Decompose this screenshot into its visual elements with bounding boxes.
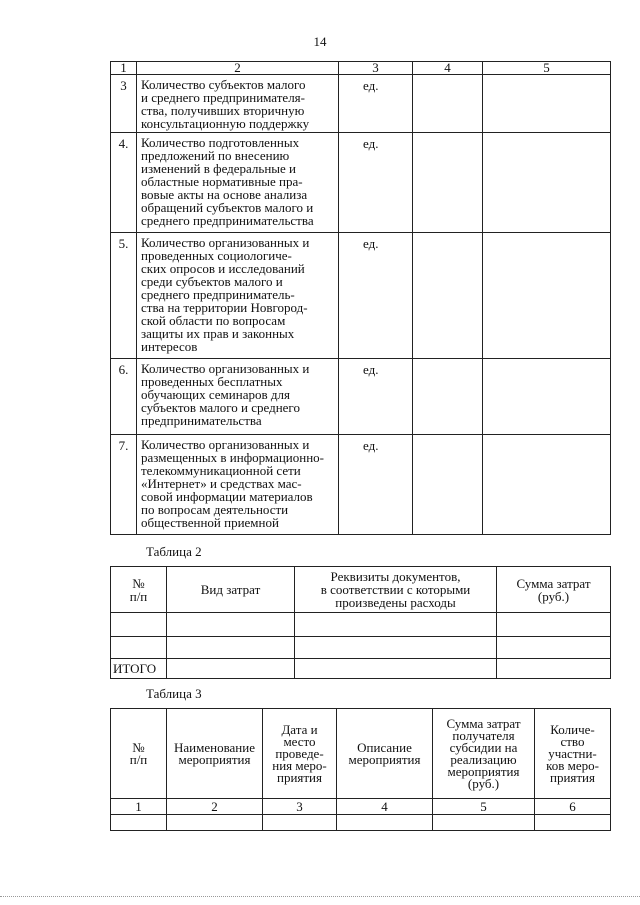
cell-line: обращений субъектов малого и xyxy=(141,200,314,215)
cell-line: и среднего предпринимателя- xyxy=(141,90,305,105)
cell-line: обучающих семинаров для xyxy=(141,387,290,402)
column-number: 2 xyxy=(167,799,263,815)
header-cell xyxy=(295,567,497,613)
cell-line: по вопросам деятельности xyxy=(141,502,289,517)
column-number: 5 xyxy=(433,799,535,815)
table-row xyxy=(111,75,611,133)
empty-cell xyxy=(111,613,167,637)
table-row xyxy=(111,435,611,535)
column-number: 4 xyxy=(337,799,433,815)
table-row xyxy=(111,359,611,435)
cell-line: предложений по внесению xyxy=(141,148,290,163)
cell-line: субсидии на xyxy=(449,739,518,755)
value-cell-5 xyxy=(483,359,611,435)
cell-line: мероприятия xyxy=(178,751,251,767)
indicator-name xyxy=(137,359,339,435)
cell-line: участни- xyxy=(548,745,597,761)
page-bottom-rule xyxy=(0,896,640,897)
indicator-name xyxy=(137,75,339,133)
cell-line: Реквизиты документов, xyxy=(330,569,461,584)
cell-line: ство xyxy=(560,733,585,749)
empty-cell xyxy=(167,637,295,659)
empty-cell xyxy=(295,637,497,659)
row-number: 5. xyxy=(111,233,137,359)
cell-line: среди субъектов малого и xyxy=(141,274,283,289)
cell-line: получателя xyxy=(452,727,515,743)
indicator-name xyxy=(137,435,339,535)
value-cell-5 xyxy=(483,435,611,535)
empty-cell xyxy=(167,815,263,831)
cell-line: проведе- xyxy=(275,745,324,761)
cell-line: Количество субъектов малого xyxy=(141,77,306,92)
page-number: 14 xyxy=(313,34,327,49)
cell-line: областные нормативные пра- xyxy=(141,174,303,189)
empty-cell xyxy=(535,815,611,831)
cell-line: Дата и xyxy=(281,721,318,737)
cell-line: реализацию xyxy=(450,751,517,767)
total-label: ИТОГО xyxy=(111,659,167,679)
cell-line: субъектов малого и среднего xyxy=(141,400,300,415)
table-row xyxy=(111,133,611,233)
value-cell-5 xyxy=(483,75,611,133)
cell-line: п/п xyxy=(129,588,148,604)
column-number: 1 xyxy=(111,62,137,75)
empty-cell xyxy=(295,659,497,679)
empty-cell xyxy=(497,613,611,637)
value-cell-5 xyxy=(483,133,611,233)
cell-line: п/п xyxy=(129,751,148,767)
cell-line: мероприятия xyxy=(348,751,421,767)
header-cell xyxy=(263,709,337,799)
table-row xyxy=(111,233,611,359)
cell-line: Сумма затрат xyxy=(446,715,521,731)
empty-cell xyxy=(167,659,295,679)
cell-line: (руб.) xyxy=(537,588,570,604)
table3-header-row xyxy=(111,709,611,799)
indicators-table xyxy=(110,61,611,535)
column-number-row xyxy=(111,799,611,815)
table1-header-row xyxy=(111,62,611,75)
expenses-table xyxy=(110,566,611,679)
cell-line: ков меро- xyxy=(546,757,599,773)
cell-line: интересов xyxy=(141,339,198,354)
cell-line: предпринимательства xyxy=(141,413,262,428)
column-number: 4 xyxy=(413,62,483,75)
cell-line: в соответствии с которыми xyxy=(320,582,471,597)
cell-line: ских опросов и исследований xyxy=(141,261,305,276)
column-number: 3 xyxy=(339,62,413,75)
column-number: 3 xyxy=(263,799,337,815)
cell-line: (руб.) xyxy=(467,775,500,791)
cell-line: совой информации материалов xyxy=(141,489,313,504)
cell-line: Количество организованных и xyxy=(141,437,310,452)
cell-line: телекоммуникационной сети xyxy=(141,463,301,478)
empty-cell xyxy=(167,613,295,637)
header-cell xyxy=(433,709,535,799)
cell-line: приятия xyxy=(549,769,595,785)
cell-line: мероприятия xyxy=(447,763,520,779)
cell-line: ства, получивших вторичную xyxy=(141,103,305,118)
header-cell xyxy=(497,567,611,613)
cell-line: Сумма затрат xyxy=(516,575,591,591)
cell-line: ния меро- xyxy=(272,757,327,773)
empty-cell xyxy=(111,637,167,659)
cell-line: ства на территории Новгород- xyxy=(141,300,308,315)
indicator-name xyxy=(137,133,339,233)
row-number: 6. xyxy=(111,359,137,435)
empty-cell xyxy=(337,815,433,831)
unit-cell: ед. xyxy=(339,435,413,535)
unit-cell: ед. xyxy=(339,359,413,435)
cell-line: № xyxy=(132,575,145,591)
cell-line: размещенных в информационно- xyxy=(141,450,324,465)
cell-line: проведенных социологиче- xyxy=(141,248,292,263)
cell-line: Наименование xyxy=(174,739,255,755)
cell-line: среднего предпринимательства xyxy=(141,213,314,228)
value-cell-4 xyxy=(413,75,483,133)
cell-line: проведенных бесплатных xyxy=(141,374,283,389)
value-cell-4 xyxy=(413,233,483,359)
table-row xyxy=(111,613,611,637)
row-number: 7. xyxy=(111,435,137,535)
row-number: 4. xyxy=(111,133,137,233)
cell-line: произведены расходы xyxy=(335,595,456,610)
cell-line: вовые акты на основе анализа xyxy=(141,187,308,202)
unit-cell: ед. xyxy=(339,233,413,359)
header-cell xyxy=(167,709,263,799)
cell-line: приятия xyxy=(276,769,322,785)
cell-line: «Интернет» и средствах мас- xyxy=(141,476,302,491)
cell-line: среднего предприниматель- xyxy=(141,287,295,302)
cell-line: Количество подготовленных xyxy=(141,135,300,150)
header-cell xyxy=(535,709,611,799)
unit-cell: ед. xyxy=(339,75,413,133)
empty-cell xyxy=(497,637,611,659)
empty-cell xyxy=(497,659,611,679)
empty-cell xyxy=(295,613,497,637)
cell-line: общественной приемной xyxy=(141,515,279,530)
header-cell xyxy=(337,709,433,799)
cell-line: ской области по вопросам xyxy=(141,313,286,328)
header-cell xyxy=(111,567,167,613)
cell-line: Количество организованных и xyxy=(141,361,310,376)
value-cell-5 xyxy=(483,233,611,359)
total-row xyxy=(111,659,611,679)
value-cell-4 xyxy=(413,359,483,435)
header-cell xyxy=(111,709,167,799)
column-number: 5 xyxy=(483,62,611,75)
value-cell-4 xyxy=(413,133,483,233)
cell-line: изменений в федеральные и xyxy=(141,161,297,176)
empty-cell xyxy=(433,815,535,831)
column-number: 6 xyxy=(535,799,611,815)
events-table xyxy=(110,708,611,831)
unit-cell: ед. xyxy=(339,133,413,233)
cell-line: Вид затрат xyxy=(200,582,261,597)
cell-line: место xyxy=(283,733,316,749)
indicator-name xyxy=(137,233,339,359)
empty-cell xyxy=(111,815,167,831)
table3-caption: Таблица 3 xyxy=(146,686,202,701)
header-cell xyxy=(167,567,295,613)
cell-line: Количество организованных и xyxy=(141,235,310,250)
cell-line: № xyxy=(132,739,145,755)
value-cell-4 xyxy=(413,435,483,535)
column-number: 1 xyxy=(111,799,167,815)
table2-caption: Таблица 2 xyxy=(146,544,202,559)
cell-line: защиты их прав и законных xyxy=(141,326,295,341)
cell-line: консультационную поддержку xyxy=(141,116,310,131)
table2-header-row xyxy=(111,567,611,613)
column-number: 2 xyxy=(137,62,339,75)
row-number: 3 xyxy=(111,75,137,133)
table-row xyxy=(111,637,611,659)
table-row xyxy=(111,815,611,831)
cell-line: Описание xyxy=(357,739,412,755)
cell-line: Количе- xyxy=(550,721,595,737)
empty-cell xyxy=(263,815,337,831)
